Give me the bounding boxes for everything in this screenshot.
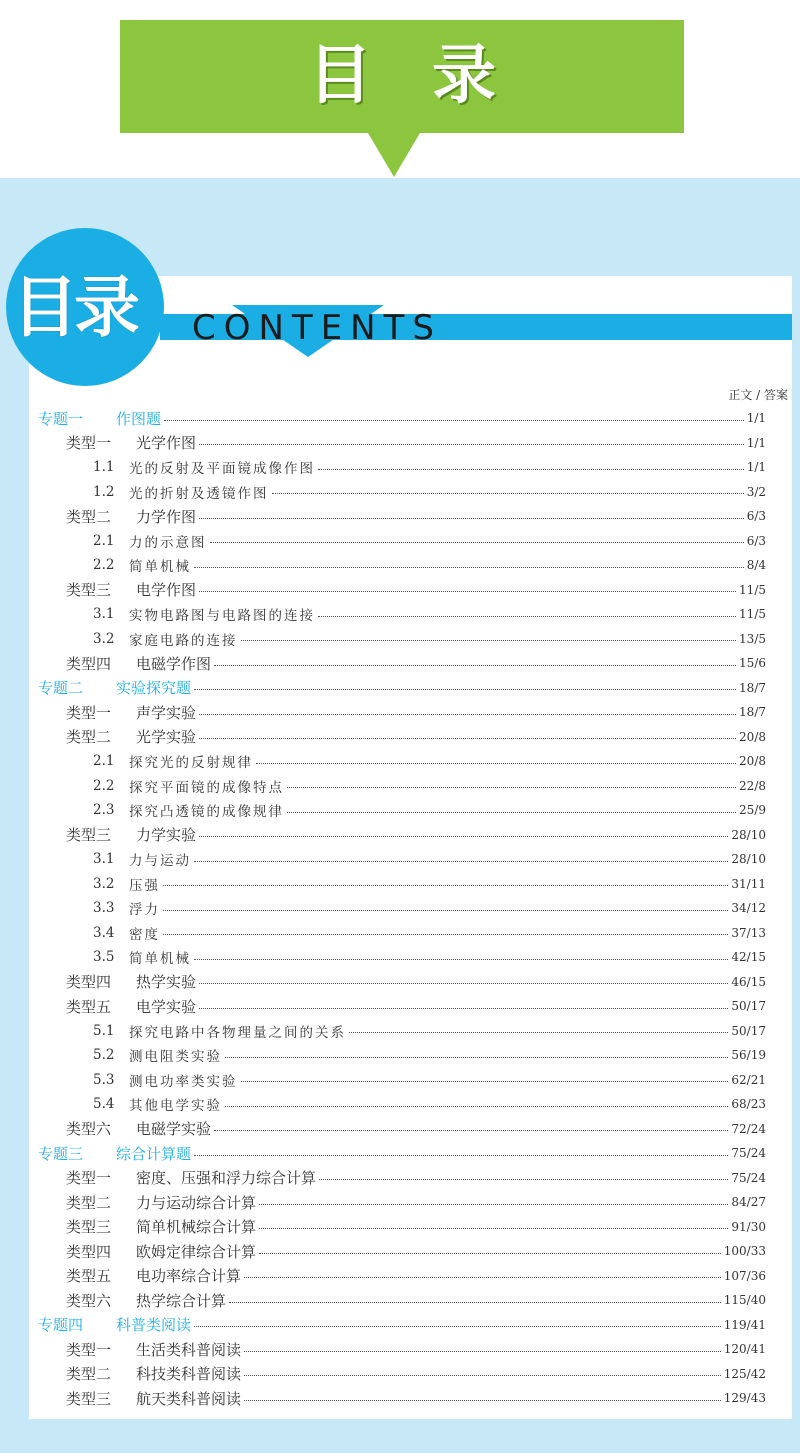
- toc-entry[interactable]: [38, 823, 766, 848]
- toc-entry[interactable]: [38, 1239, 766, 1264]
- toc-entry[interactable]: [38, 994, 766, 1019]
- toc-entry-title: 光学作图: [136, 434, 197, 453]
- toc-entry-number: 类型五: [66, 1267, 112, 1286]
- toc-entry[interactable]: [38, 1264, 766, 1289]
- toc-entry-title: 力与运动综合计算: [136, 1193, 257, 1212]
- toc-entry-title: 科普类阅读: [116, 1316, 192, 1335]
- toc-entry-page: 13/5: [739, 631, 766, 646]
- toc-entry-page: 42/15: [731, 950, 766, 965]
- toc-entry[interactable]: [38, 602, 766, 627]
- toc-entry-title: 热学实验: [136, 973, 197, 992]
- toc-entry[interactable]: [38, 529, 766, 554]
- toc-entry-title: 实物电路图与电路图的连接: [129, 608, 315, 625]
- dot-leader: [199, 738, 736, 739]
- toc-entry-title: 电学作图: [136, 581, 197, 600]
- dot-leader: [199, 1008, 728, 1009]
- toc-entry-number: 类型一: [66, 434, 112, 453]
- toc-entry-title: 探究凸透镜的成像规律: [129, 804, 284, 821]
- toc-entry-title: 声学实验: [136, 703, 197, 722]
- toc-entry-page: 22/8: [739, 778, 766, 793]
- toc-entry-number: 3.5: [93, 949, 115, 966]
- toc-entry-title: 光的反射及平面镜成像作图: [129, 461, 315, 478]
- toc-entry-number: 专题二: [38, 679, 84, 698]
- dot-leader: [272, 493, 744, 494]
- toc-entry-title: 电学实验: [136, 997, 197, 1016]
- toc-entry-number: 类型六: [66, 1120, 112, 1139]
- toc-entry-title: 力与运动: [129, 853, 191, 870]
- dot-leader: [199, 518, 744, 519]
- toc-entry-page: 62/21: [731, 1072, 766, 1087]
- toc-entry-page: 75/24: [731, 1170, 766, 1185]
- toc-entry-number: 专题一: [38, 409, 84, 428]
- toc-entry[interactable]: [38, 774, 766, 799]
- toc-entry-title: 生活类科普阅读: [136, 1340, 242, 1359]
- toc-entry-number: 类型二: [66, 1365, 112, 1384]
- toc-entry[interactable]: [38, 504, 766, 529]
- toc-entry-number: 类型五: [66, 997, 112, 1016]
- toc-entry-page: 1/1: [746, 411, 766, 426]
- dot-leader: [164, 420, 744, 421]
- toc-entry-title: 家庭电路的连接: [129, 632, 238, 649]
- toc-entry[interactable]: [38, 1141, 766, 1166]
- toc-entry-title: 力学实验: [136, 826, 197, 845]
- dot-leader: [244, 1277, 721, 1278]
- toc-entry-number: 专题三: [38, 1144, 84, 1163]
- toc-entry-number: 类型一: [66, 1169, 112, 1188]
- toc-entry-page: 84/27: [731, 1195, 766, 1210]
- dot-leader: [194, 689, 736, 690]
- dot-leader: [287, 787, 736, 788]
- toc-entry-title: 热学综合计算: [136, 1291, 227, 1310]
- toc-entry[interactable]: [38, 431, 766, 456]
- toc-entry-page: 11/5: [739, 582, 766, 597]
- toc-entry-number: 2.1: [93, 753, 115, 770]
- dot-leader: [214, 1130, 728, 1131]
- toc-entry-title: 光学实验: [136, 728, 197, 747]
- toc-entry-page: 129/43: [723, 1391, 766, 1406]
- toc-entry-number: 类型一: [66, 703, 112, 722]
- toc-entry-number: 类型三: [66, 1389, 112, 1408]
- toc-entry-number: 1.2: [93, 483, 115, 500]
- toc-entry-number: 类型三: [66, 581, 112, 600]
- dot-leader: [241, 640, 737, 641]
- dot-leader: [199, 591, 736, 592]
- toc-entry-title: 密度、压强和浮力综合计算: [136, 1169, 317, 1188]
- toc-entry-page: 20/8: [739, 729, 766, 744]
- toc-entry-page: 107/36: [723, 1268, 766, 1283]
- toc-entry-title: 实验探究题: [116, 679, 192, 698]
- dot-leader: [214, 665, 736, 666]
- toc-entry-page: 31/11: [731, 876, 766, 891]
- toc-entry[interactable]: [38, 1386, 766, 1411]
- toc-entry-title: 欧姆定律综合计算: [136, 1242, 257, 1261]
- contents-label: CONTENTS: [192, 308, 442, 348]
- dot-leader: [319, 1179, 728, 1180]
- toc-entry-title: 密度: [129, 926, 160, 943]
- toc-entry[interactable]: [38, 455, 766, 480]
- toc-entry[interactable]: [38, 1092, 766, 1117]
- toc-entry-number: 专题四: [38, 1316, 84, 1335]
- toc-entry-number: 3.1: [93, 606, 115, 623]
- toc-entry-title: 航天类科普阅读: [136, 1389, 242, 1408]
- top-banner: [120, 20, 684, 133]
- toc-entry-number: 类型二: [66, 728, 112, 747]
- dot-leader: [318, 616, 736, 617]
- toc-entry-number: 5.1: [93, 1022, 115, 1039]
- toc-entry-page: 34/12: [731, 901, 766, 916]
- toc-entry-page: 75/24: [731, 1146, 766, 1161]
- toc-entry-number: 2.1: [93, 532, 115, 549]
- toc-entry-number: 类型四: [66, 1242, 112, 1261]
- toc-entry-page: 115/40: [723, 1293, 766, 1308]
- dot-leader: [194, 959, 728, 960]
- toc-entry-title: 简单机械: [129, 559, 191, 576]
- toc-entry-title: 浮力: [129, 902, 160, 919]
- toc-entry-number: 3.2: [93, 630, 115, 647]
- toc-entry[interactable]: [38, 1215, 766, 1240]
- toc-entry-page: 50/17: [731, 999, 766, 1014]
- dot-leader: [199, 983, 728, 984]
- dot-leader: [194, 1155, 728, 1156]
- toc-entry[interactable]: [38, 896, 766, 921]
- toc-entry-page: 18/7: [739, 680, 766, 695]
- dot-leader: [199, 714, 736, 715]
- toc-entry-page: 25/9: [739, 803, 766, 818]
- toc-entry[interactable]: [38, 725, 766, 750]
- toc-entry-page: 72/24: [731, 1121, 766, 1136]
- toc-entry[interactable]: [38, 553, 766, 578]
- toc-entry-number: 3.3: [93, 900, 115, 917]
- toc-entry-page: 46/15: [731, 974, 766, 989]
- dot-leader: [225, 1057, 728, 1058]
- toc-entry-number: 5.3: [93, 1071, 115, 1088]
- toc-entry[interactable]: [38, 798, 766, 823]
- toc-entry-page: 100/33: [723, 1244, 766, 1259]
- toc-entry-number: 类型二: [66, 507, 112, 526]
- toc-entry[interactable]: [38, 1288, 766, 1313]
- dot-leader: [194, 1326, 721, 1327]
- toc-entry[interactable]: [38, 945, 766, 970]
- toc-entry[interactable]: [38, 1190, 766, 1215]
- toc-entry-page: 50/17: [731, 1023, 766, 1038]
- toc-entry-page: 3/2: [746, 484, 766, 499]
- dot-leader: [318, 469, 744, 470]
- toc-entry-title: 其他电学实验: [129, 1098, 222, 1115]
- toc-entry-page: 11/5: [739, 607, 766, 622]
- toc-entry-title: 作图题: [116, 409, 162, 428]
- toc-entry-number: 2.2: [93, 557, 115, 574]
- toc-entry-page: 91/30: [731, 1219, 766, 1234]
- toc-entry-number: 3.4: [93, 924, 115, 941]
- toc-entry[interactable]: [38, 1019, 766, 1044]
- toc-entry-page: 68/23: [731, 1097, 766, 1112]
- toc-entry-number: 3.2: [93, 875, 115, 892]
- toc-entry[interactable]: [38, 1337, 766, 1362]
- dot-leader: [194, 861, 728, 862]
- dot-leader: [163, 910, 728, 911]
- toc-entry[interactable]: [38, 578, 766, 603]
- toc-entry-number: 5.2: [93, 1047, 115, 1064]
- toc-entry[interactable]: [38, 847, 766, 872]
- toc-entry[interactable]: [38, 651, 766, 676]
- toc-entry-number: 类型三: [66, 1218, 112, 1237]
- toc-entry-number: 3.1: [93, 851, 115, 868]
- dot-leader: [163, 934, 728, 935]
- toc-entry-page: 56/19: [731, 1048, 766, 1063]
- toc-entry[interactable]: [38, 970, 766, 995]
- dot-leader: [225, 1106, 728, 1107]
- toc-entry-title: 力学作图: [136, 507, 197, 526]
- toc-entry[interactable]: [38, 1362, 766, 1387]
- toc-entry-page: 28/10: [731, 827, 766, 842]
- toc-entry-number: 类型二: [66, 1193, 112, 1212]
- toc-entry-number: 类型四: [66, 973, 112, 992]
- dot-leader: [349, 1032, 728, 1033]
- toc-entry-number: 类型四: [66, 654, 112, 673]
- toc-entry-title: 电磁学作图: [136, 654, 212, 673]
- toc-entry[interactable]: [38, 872, 766, 897]
- dot-leader: [199, 836, 728, 837]
- toc-entry-title: 电功率综合计算: [136, 1267, 242, 1286]
- toc-entry-title: 光的折射及透镜作图: [129, 485, 269, 502]
- banner-arrow: [368, 133, 420, 177]
- toc-entry-page: 15/6: [739, 656, 766, 671]
- toc-entry-title: 力的示意图: [129, 534, 207, 551]
- toc-entry[interactable]: [38, 676, 766, 701]
- toc-entry[interactable]: [38, 1313, 766, 1338]
- toc-entry-page: 18/7: [739, 705, 766, 720]
- toc-entry-title: 简单机械综合计算: [136, 1218, 257, 1237]
- toc-entry[interactable]: [38, 1068, 766, 1093]
- toc-entry[interactable]: [38, 1166, 766, 1191]
- page-column-note: 正文 / 答案: [728, 388, 788, 402]
- dot-leader: [229, 1302, 721, 1303]
- toc-entry[interactable]: [38, 406, 766, 431]
- dot-leader: [244, 1351, 721, 1352]
- dot-leader: [194, 567, 744, 568]
- toc-entry-title: 电磁学实验: [136, 1120, 212, 1139]
- toc-entry[interactable]: [38, 480, 766, 505]
- dot-leader: [256, 763, 736, 764]
- toc-entry-page: 125/42: [723, 1366, 766, 1381]
- toc-entry-page: 20/8: [739, 754, 766, 769]
- toc-entry-number: 1.1: [93, 459, 115, 476]
- toc-entry[interactable]: [38, 627, 766, 652]
- dot-leader: [199, 444, 744, 445]
- dot-leader: [244, 1375, 721, 1376]
- dot-leader: [259, 1204, 728, 1205]
- toc-entry-page: 119/41: [723, 1317, 766, 1332]
- banner-title: 目录: [308, 39, 556, 113]
- toc-entry-page: 120/41: [723, 1342, 766, 1357]
- toc-entry-number: 类型六: [66, 1291, 112, 1310]
- toc-entry-number: 类型一: [66, 1340, 112, 1359]
- table-of-contents: [38, 406, 766, 1411]
- toc-entry-title: 综合计算题: [116, 1144, 192, 1163]
- toc-entry-number: 类型三: [66, 826, 112, 845]
- toc-entry-page: 6/3: [746, 509, 766, 524]
- dot-leader: [287, 812, 736, 813]
- dot-leader: [163, 885, 728, 886]
- toc-entry-number: 5.4: [93, 1096, 115, 1113]
- toc-entry-page: 37/13: [731, 925, 766, 940]
- toc-entry[interactable]: [38, 749, 766, 774]
- toc-entry-page: 1/1: [746, 435, 766, 450]
- toc-entry-title: 简单机械: [129, 951, 191, 968]
- toc-entry-page: 6/3: [746, 533, 766, 548]
- toc-entry[interactable]: [38, 921, 766, 946]
- toc-entry-title: 测电功率类实验: [129, 1073, 238, 1090]
- toc-entry-number: 2.3: [93, 802, 115, 819]
- circle-title: 目录: [12, 269, 136, 346]
- toc-entry-title: 测电阻类实验: [129, 1049, 222, 1066]
- toc-entry-title: 压强: [129, 877, 160, 894]
- dot-leader: [244, 1400, 721, 1401]
- toc-entry-page: 8/4: [746, 558, 766, 573]
- toc-entry-title: 探究平面镜的成像特点: [129, 779, 284, 796]
- toc-entry[interactable]: [38, 1117, 766, 1142]
- dot-leader: [241, 1081, 729, 1082]
- toc-entry-page: 1/1: [746, 460, 766, 475]
- dot-leader: [259, 1228, 728, 1229]
- toc-entry[interactable]: [38, 700, 766, 725]
- toc-entry-title: 探究电路中各物理量之间的关系: [129, 1024, 346, 1041]
- toc-entry-number: 2.2: [93, 777, 115, 794]
- dot-leader: [259, 1253, 721, 1254]
- toc-entry[interactable]: [38, 1043, 766, 1068]
- toc-entry-title: 探究光的反射规律: [129, 755, 253, 772]
- dot-leader: [210, 542, 744, 543]
- toc-entry-title: 科技类科普阅读: [136, 1365, 242, 1384]
- toc-entry-page: 28/10: [731, 852, 766, 867]
